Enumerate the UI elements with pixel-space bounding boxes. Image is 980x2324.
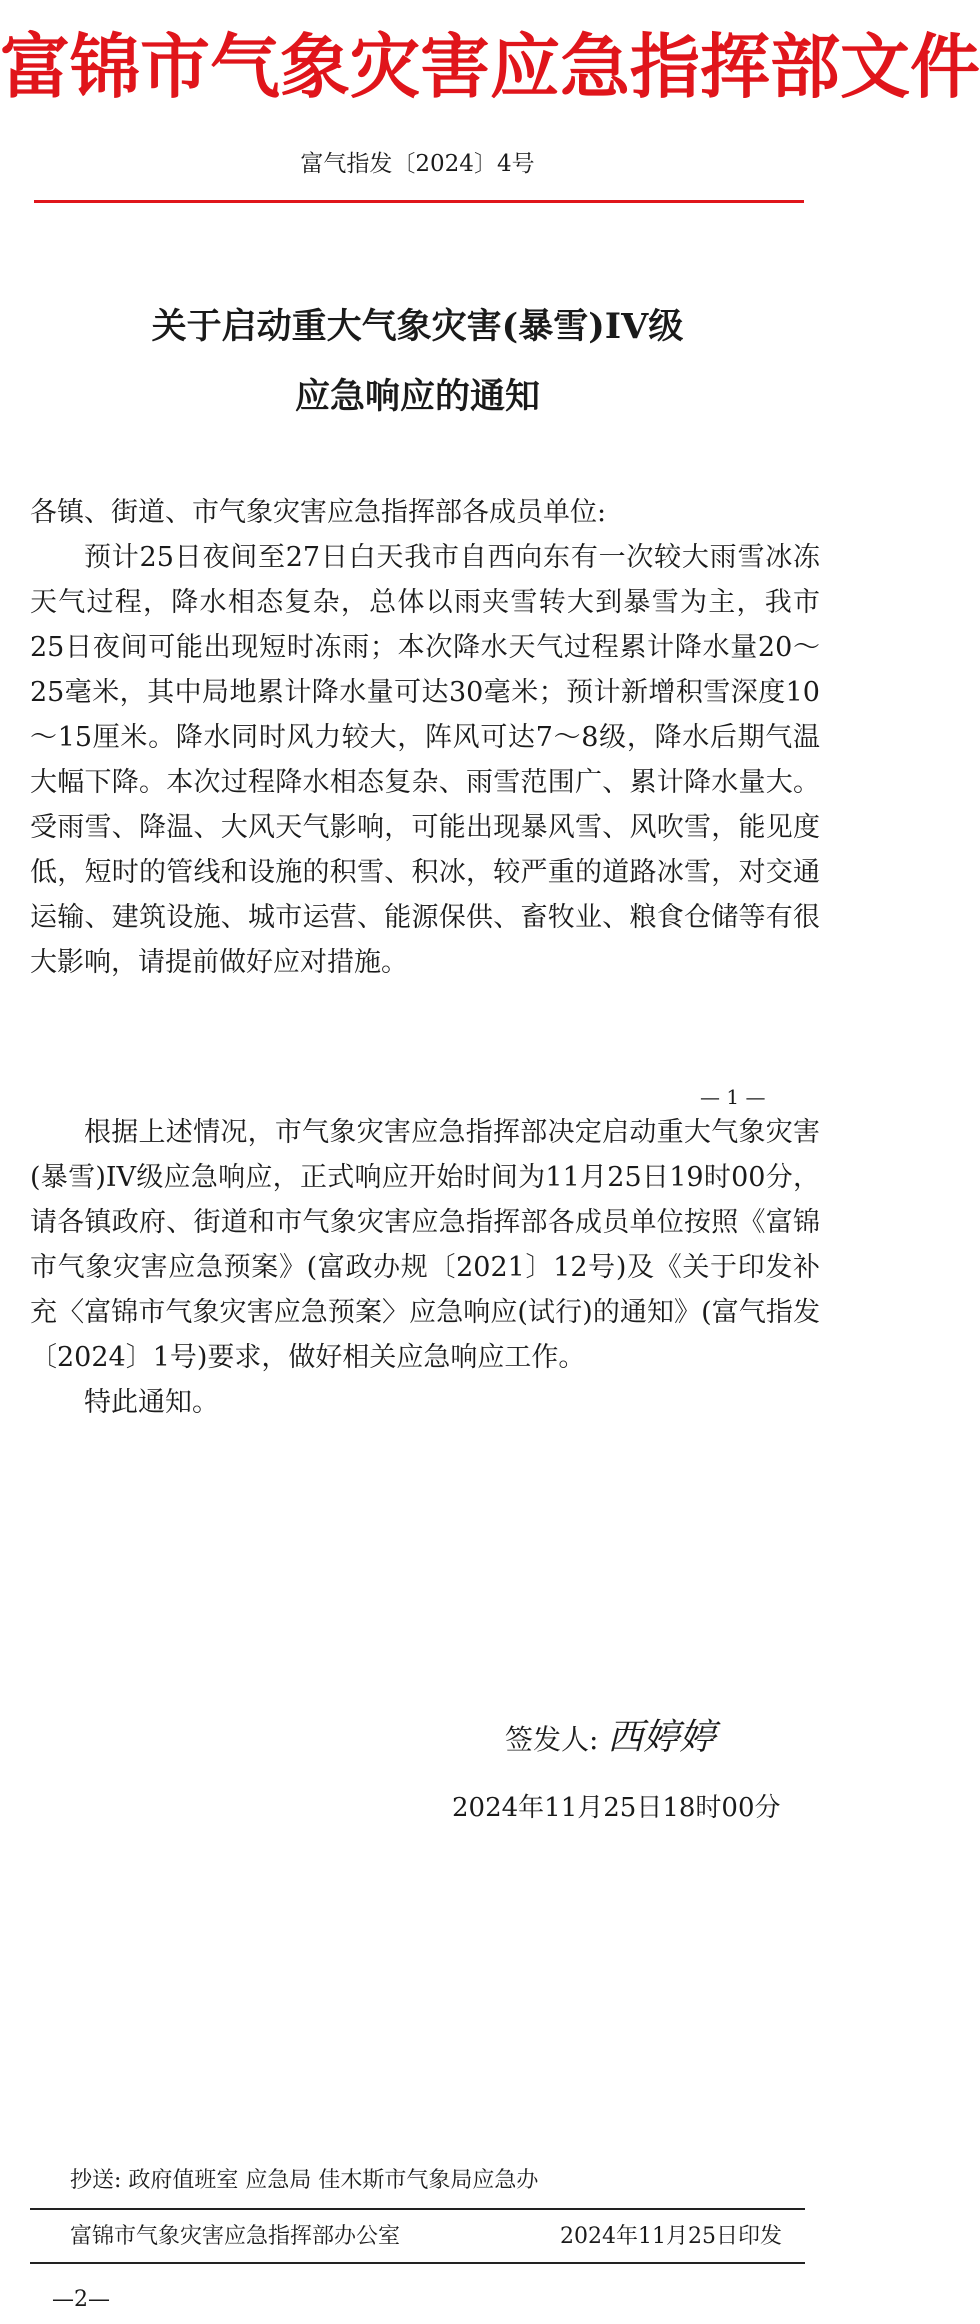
footer-top-rule [30, 2208, 805, 2210]
cc-list: 抄送: 政府值班室 应急局 佳木斯市气象局应急办 [70, 2168, 539, 2193]
issuing-office: 富锦市气象灾害应急指挥部办公室 [70, 2224, 401, 2249]
red-divider [34, 200, 804, 203]
signer-block [505, 1718, 715, 1760]
agency-title: 富锦市气象灾害应急指挥部文件 [0, 25, 980, 108]
page-number-1: — 1 — [700, 1085, 766, 1109]
page-number-2: —2— [52, 2287, 110, 2312]
print-date: 2024年11月25日印发 [560, 2224, 782, 2249]
notice-title-line1: 关于启动重大气象灾害(暴雪)IV级 [151, 306, 684, 347]
document-number: 富气指发〔2024〕4号 [300, 151, 535, 177]
signer-signature: 西婷婷 [607, 1717, 716, 1758]
signing-datetime: 2024年11月25日18时00分 [452, 1793, 781, 1823]
notice-title-line2: 应急响应的通知 [294, 376, 540, 417]
closing-remark: 特此通知。 [84, 1387, 219, 1418]
salutation: 各镇、街道、市气象灾害应急指挥部各成员单位: [30, 497, 607, 528]
paragraph-forecast: 预计25日夜间至27日白天我市自西向东有一次较大雨雪冰冻天气过程，降水相态复杂，总体以雨夹雪转大到暴雪为主，我市25日夜间可能出现短时冻雨；本次降水天气过程累计降水量20～25毫米，其中局地累计降水量可达30毫米；预计新增积雪深度10～15厘米。降水同时风力较大，阵风可达7～8级，降水后期气温大幅下降。本次过程降水相态复杂、雨雪范围广、累计降水量大。受雨雪、降温、大风天气影响，可能出现暴风雪、风吹雪，能见度低，短时的管线和设施的积雪、积冰，较严重的道路冰雪，对交通运输、建筑设施、城市运营、能源保供、畜牧业、粮食仓储等有很大影响，请提前做好应对措施。 [30, 542, 820, 978]
signer-label: 签发人: [505, 1723, 599, 1756]
footer-bottom-rule [30, 2262, 805, 2264]
paragraph-response: 根据上述情况，市气象灾害应急指挥部决定启动重大气象灾害(暴雪)IV级应急响应，正式响应开始时间为11月25日19时00分，请各镇政府、街道和市气象灾害应急指挥部各成员单位按照《富锦市气象灾害应急预案》(富政办规〔2021〕12号)及《关于印发补充〈富锦市气象灾害应急预案〉应急响应(试行)的通知》(富气指发〔2024〕1号)要求，做好相关应急响应工作。 [30, 1117, 820, 1373]
